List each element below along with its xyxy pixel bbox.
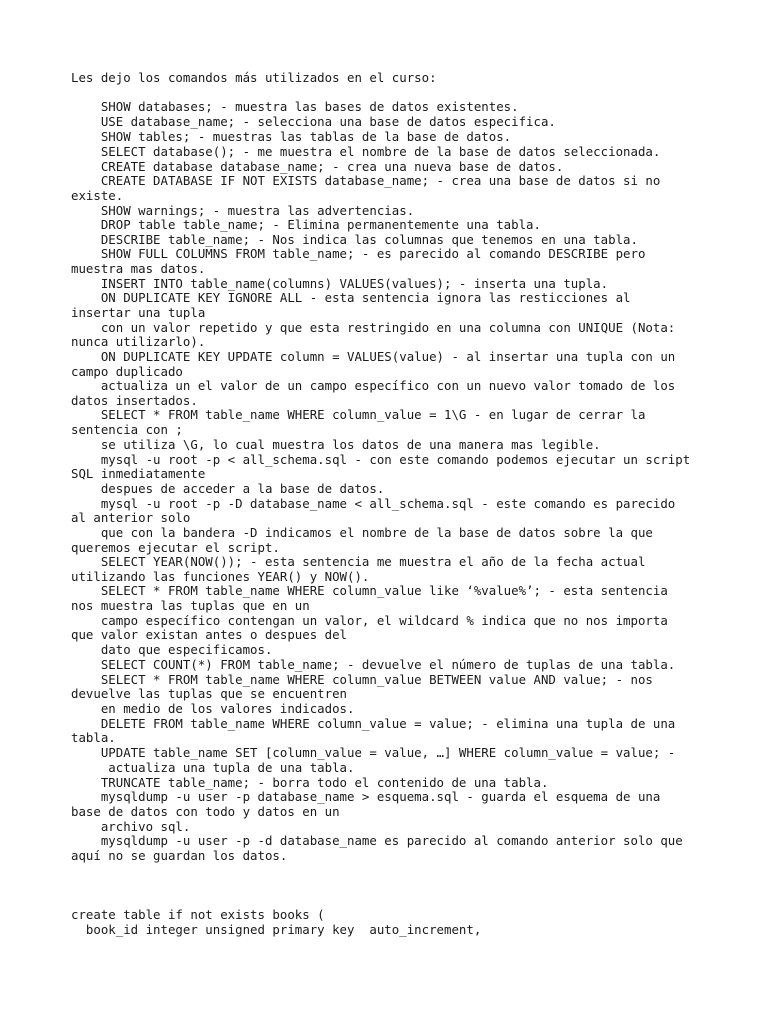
intro-line: Les dejo los comandos más utilizados en el curso: [71,70,437,85]
text-line: SELECT * FROM table_name WHERE column_value like ‘%value%’; - esta sentencia [71,583,668,598]
text-line: SHOW warnings; - muestra las advertencias. [71,203,415,218]
text-line: utilizando las funciones YEAR() y NOW(). [71,569,370,584]
text-line: SELECT database(); - me muestra el nombre de la base de datos seleccionada. [71,144,661,159]
text-line: mysqldump -u user -p database_name > esquema.sql - guarda el esquema de una [71,789,661,804]
text-line: DESCRIBE table_name; - Nos indica las columnas que tenemos en una tabla. [71,232,638,247]
text-line: muestra mas datos. [71,261,206,276]
text-line: TRUNCATE table_name; - borra todo el contenido de una tabla. [71,775,549,790]
text-line: base de datos con todo y datos en un [71,804,340,819]
text-line: campo específico contengan un valor, el wildcard % indica que no nos importa [71,613,668,628]
text-line: sentencia con ; [71,422,183,437]
text-line: SHOW tables; - muestras las tablas de la base de datos. [71,129,512,144]
code-line: create table if not exists books ( [71,907,325,922]
text-line: actualiza un el valor de un campo específico con un nuevo valor tomado de los [71,378,676,393]
text-line: aquí no se guardan los datos. [71,848,288,863]
text-line: SELECT COUNT(*) FROM table_name; - devuelve el número de tuplas de una tabla. [71,657,676,672]
text-line: USE database_name; - selecciona una base de datos especifica. [71,114,556,129]
text-line: mysqldump -u user -p -d database_name es parecido al comando anterior solo que [71,833,683,848]
text-line: datos insertados. [71,393,198,408]
text-line: mysql -u root -p < all_schema.sql - con este comando podemos ejecutar un script [71,452,691,467]
text-line: INSERT INTO table_name(columns) VALUES(values); - inserta una tupla. [71,276,609,291]
text-line: en medio de los valores indicados. [71,701,355,716]
text-line: SELECT * FROM table_name WHERE column_value = 1\G - en lugar de cerrar la [71,407,646,422]
text-line: CREATE DATABASE IF NOT EXISTS database_name; - crea una base de datos si no [71,173,661,188]
text-line: SHOW FULL COLUMNS FROM table_name; - es parecido al comando DESCRIBE pero [71,246,646,261]
text-line: archivo sql. [71,819,191,834]
text-line: ON DUPLICATE KEY UPDATE column = VALUES(value) - al insertar una tupla con un [71,349,676,364]
text-line: despues de acceder a la base de datos. [71,481,385,496]
text-line: tabla. [71,730,116,745]
code-line: book_id integer unsigned primary key auto_increment, [71,922,482,937]
text-line: CREATE database database_name; - crea una nueva base de datos. [71,159,564,174]
text-line: DROP table table_name; - Elimina permanentemente una tabla. [71,217,541,232]
text-line: devuelve las tuplas que se encuentren [71,686,348,701]
text-line: se utiliza \G, lo cual muestra los datos de una manera mas legible. [71,437,601,452]
text-line: mysql -u root -p -D database_name < all_schema.sql - este comando es parecido [71,496,676,511]
text-line: SELECT * FROM table_name WHERE column_value BETWEEN value AND value; - nos [71,672,653,687]
text-line: nos muestra las tuplas que en un [71,598,310,613]
text-line: ON DUPLICATE KEY IGNORE ALL - esta sentencia ignora las resticciones al [71,290,631,305]
text-line: insertar una tupla [71,305,206,320]
text-line: que valor existan antes o despues del [71,627,348,642]
text-line: queremos ejecutar el script. [71,540,280,555]
text-line: UPDATE table_name SET [column_value = value, …] WHERE column_value = value; - [71,745,676,760]
text-line: campo duplicado [71,364,183,379]
text-line: existe. [71,188,124,203]
text-line: con un valor repetido y que esta restringido en una columna con UNIQUE (Nota: [71,320,676,335]
text-line: SQL inmediatamente [71,466,206,481]
text-line: actualiza una tupla de una tabla. [71,760,355,775]
text-line: al anterior solo [71,510,191,525]
text-line: DELETE FROM table_name WHERE column_value = value; - elimina una tupla de una [71,716,676,731]
text-line: que con la bandera -D indicamos el nombre de la base de datos sobre la que [71,525,653,540]
text-line: dato que especificamos. [71,642,273,657]
text-line: SHOW databases; - muestra las bases de datos existentes. [71,99,519,114]
text-line: nunca utilizarlo). [71,334,206,349]
text-line: SELECT YEAR(NOW()); - esta sentencia me muestra el año de la fecha actual [71,554,646,569]
